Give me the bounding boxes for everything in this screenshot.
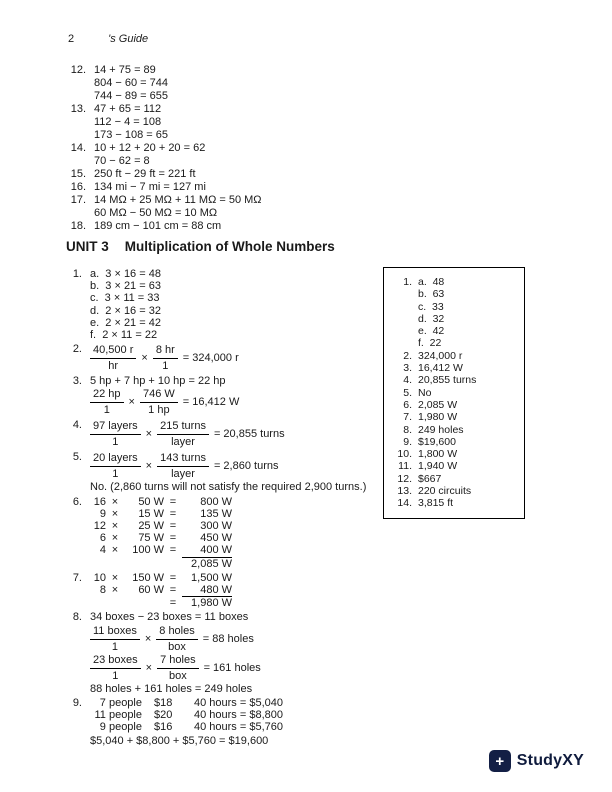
equals-sign: = bbox=[169, 532, 177, 545]
answer-number: 9. bbox=[403, 435, 412, 448]
answer-number: 5. bbox=[403, 386, 412, 399]
fraction-denominator: 1 bbox=[103, 404, 110, 417]
problem-item bbox=[64, 220, 262, 233]
pay-rate: $18 bbox=[154, 696, 173, 709]
answer-text: 20,855 turns bbox=[418, 374, 477, 387]
item-body bbox=[90, 611, 388, 694]
answer-text: $667 bbox=[418, 472, 442, 485]
unit3-solution-list bbox=[58, 268, 388, 750]
solution-line: d. 2 × 16 = 32 bbox=[90, 304, 161, 317]
answer-number: 4. bbox=[403, 374, 412, 387]
equals-sign: = bbox=[169, 520, 177, 533]
spacer bbox=[124, 558, 164, 570]
answer-text: 1,940 W bbox=[418, 460, 458, 473]
fraction-denominator: 1 hp bbox=[148, 404, 170, 417]
product-underlined: 400 W bbox=[182, 544, 232, 557]
problem-item bbox=[64, 181, 262, 194]
multiplication-column bbox=[90, 572, 388, 610]
solution-line: 34 boxes − 23 boxes = 11 boxes bbox=[90, 611, 249, 624]
multiply-sign: × bbox=[145, 661, 153, 674]
answer-text: No bbox=[418, 386, 432, 399]
fraction-numerator: 7 holes bbox=[157, 654, 198, 669]
multiply-sign: × bbox=[128, 396, 135, 409]
hours-amount: 40 hours = $5,760 bbox=[194, 721, 283, 734]
solution-line: 250 ft − 29 ft = 221 ft bbox=[94, 168, 196, 180]
item-number: 8. bbox=[72, 611, 82, 624]
equals-sign: = bbox=[169, 571, 177, 584]
equation-result: = 16,412 W bbox=[182, 396, 240, 409]
factor: 16 bbox=[93, 495, 106, 508]
fraction bbox=[156, 625, 197, 653]
equation-line bbox=[90, 344, 388, 372]
answer-row bbox=[392, 436, 518, 448]
fraction-denominator: 1 bbox=[112, 436, 119, 449]
item-number: 9. bbox=[72, 696, 82, 709]
answer-text: 249 holes bbox=[418, 423, 464, 436]
fraction bbox=[157, 452, 209, 480]
item-body bbox=[90, 375, 388, 417]
unit2-answer-list bbox=[64, 64, 262, 233]
solution-line: 804 − 60 = 744 bbox=[94, 77, 169, 89]
answer-text: b. 63 bbox=[418, 288, 445, 301]
logo-text-xy: XY bbox=[562, 752, 584, 769]
fraction-denominator: layer bbox=[171, 436, 195, 449]
people-count: 11 people bbox=[94, 709, 142, 722]
product: 450 W bbox=[200, 532, 232, 545]
problem-item bbox=[58, 343, 388, 373]
item-body bbox=[90, 496, 388, 570]
fraction-numerator: 20 layers bbox=[90, 452, 141, 467]
item-number: 6. bbox=[72, 495, 82, 508]
solution-line: c. 3 × 11 = 33 bbox=[90, 292, 160, 305]
item-body bbox=[94, 181, 262, 194]
equation-line bbox=[90, 388, 388, 416]
product: 300 W bbox=[200, 520, 232, 533]
multiply-sign: × bbox=[111, 520, 119, 533]
answer-row bbox=[392, 460, 518, 472]
fraction bbox=[157, 420, 209, 448]
unit-title: Multiplication of Whole Numbers bbox=[124, 239, 335, 254]
equation-line bbox=[90, 654, 388, 682]
unit3-heading bbox=[66, 239, 335, 254]
solution-line: 47 + 65 = 112 bbox=[94, 103, 162, 115]
answer-number: 12. bbox=[397, 472, 412, 485]
item-number: 3. bbox=[72, 375, 82, 388]
solution-line: 70 − 62 = 8 bbox=[94, 155, 150, 167]
people-count: 9 people bbox=[99, 721, 142, 734]
item-body bbox=[90, 419, 388, 449]
answer-text: a. 48 bbox=[418, 276, 445, 288]
equation-line bbox=[90, 625, 388, 653]
equation-result: = 20,855 turns bbox=[213, 428, 285, 441]
item-number: 14. bbox=[70, 142, 86, 154]
answer-text: 2,085 W bbox=[418, 398, 458, 411]
hours-amount: 40 hours = $8,800 bbox=[194, 709, 283, 722]
answer-text: 1,800 W bbox=[418, 448, 458, 461]
multiply-sign: × bbox=[141, 352, 148, 365]
fraction-denominator: hr bbox=[108, 360, 119, 373]
answer-text: c. 33 bbox=[418, 300, 444, 313]
equation-result: = 88 holes bbox=[202, 632, 254, 645]
answer-number: 3. bbox=[403, 362, 412, 375]
item-number: 5. bbox=[72, 451, 82, 464]
problem-item bbox=[58, 572, 388, 610]
product: 800 W bbox=[200, 495, 232, 508]
spacer bbox=[110, 558, 120, 570]
answer-text: $19,600 bbox=[418, 435, 456, 448]
factor: 10 bbox=[93, 571, 106, 584]
item-body bbox=[94, 103, 262, 142]
multiply-sign: × bbox=[145, 460, 153, 473]
answer-number bbox=[392, 313, 412, 325]
item-number: 4. bbox=[72, 419, 82, 432]
spacer bbox=[110, 597, 120, 609]
answer-row bbox=[392, 325, 518, 337]
problem-item bbox=[58, 375, 388, 417]
solution-line: e. 2 × 21 = 42 bbox=[90, 316, 161, 329]
answer-row bbox=[392, 387, 518, 399]
answer-row bbox=[392, 301, 518, 313]
answer-text: d. 32 bbox=[418, 312, 445, 325]
problem-item bbox=[58, 496, 388, 570]
item-number: 1. bbox=[72, 268, 82, 280]
solution-line: 134 mi − 7 mi = 127 mi bbox=[94, 181, 206, 193]
answer-row bbox=[392, 337, 518, 349]
answer-number: 13. bbox=[397, 485, 412, 498]
item-number: 18. bbox=[70, 220, 86, 232]
sum-total-line: $5,040 + $8,800 + $5,760 = $19,600 bbox=[90, 735, 269, 748]
equation-result: = 161 holes bbox=[203, 661, 261, 674]
fraction-denominator: box bbox=[168, 640, 186, 653]
multiply-sign: × bbox=[111, 495, 119, 508]
sum-total: 1,980 W bbox=[191, 597, 232, 610]
answer-row bbox=[392, 448, 518, 460]
fraction bbox=[90, 420, 141, 448]
factor: 100 W bbox=[132, 544, 164, 557]
answer-row bbox=[392, 374, 518, 386]
studyxy-watermark bbox=[489, 750, 584, 772]
item-body bbox=[94, 220, 262, 233]
answer-row bbox=[392, 473, 518, 485]
problem-item bbox=[58, 419, 388, 449]
problem-item bbox=[64, 103, 262, 142]
factor: 15 W bbox=[138, 507, 164, 520]
fraction-numerator: 746 W bbox=[140, 388, 178, 403]
factor: 4 bbox=[99, 544, 106, 557]
factor: 150 W bbox=[132, 571, 164, 584]
spacer bbox=[168, 558, 178, 570]
item-body bbox=[94, 194, 262, 220]
fraction bbox=[90, 625, 140, 653]
item-body bbox=[94, 142, 262, 168]
fraction bbox=[90, 388, 124, 416]
item-number: 12. bbox=[70, 64, 86, 76]
unit-label: UNIT 3 bbox=[66, 239, 109, 254]
fraction bbox=[90, 344, 136, 372]
fraction-denominator: layer bbox=[171, 468, 195, 481]
solution-line: 60 MΩ − 50 MΩ = 10 MΩ bbox=[94, 207, 218, 219]
answer-text: 3,815 ft bbox=[418, 497, 454, 510]
solution-line: 112 − 4 = 108 bbox=[94, 116, 162, 128]
multiply-sign: × bbox=[111, 544, 119, 557]
answer-number: 2. bbox=[403, 349, 412, 362]
fraction-denominator: 1 bbox=[162, 360, 169, 373]
spacer bbox=[90, 558, 106, 570]
fraction bbox=[90, 452, 141, 480]
people-count: 7 people bbox=[99, 696, 142, 709]
multiplication-column bbox=[90, 496, 388, 570]
solution-line: f. 2 × 11 = 22 bbox=[90, 329, 158, 342]
answer-number: 7. bbox=[403, 411, 412, 424]
guide-title: 's Guide bbox=[108, 33, 149, 45]
equation-line bbox=[90, 452, 388, 480]
item-number: 17. bbox=[70, 194, 86, 206]
item-body bbox=[94, 168, 262, 181]
solution-line: 14 + 75 = 89 bbox=[94, 64, 156, 76]
answer-row bbox=[392, 288, 518, 300]
answer-number: 14. bbox=[397, 497, 412, 510]
answer-number: 6. bbox=[403, 398, 412, 411]
fraction-numerator: 23 boxes bbox=[90, 654, 141, 669]
answer-number bbox=[392, 288, 412, 300]
spacer bbox=[124, 597, 164, 609]
problem-item bbox=[58, 697, 388, 748]
pay-rate: $20 bbox=[154, 709, 173, 722]
equation-line bbox=[90, 420, 388, 448]
fraction-denominator: 1 bbox=[112, 669, 119, 682]
equals-sign: = bbox=[169, 507, 177, 520]
solution-line: 5 hp + 7 hp + 10 hp = 22 hp bbox=[90, 375, 226, 388]
item-body bbox=[94, 64, 262, 103]
answer-number bbox=[392, 301, 412, 313]
multiply-sign: × bbox=[144, 632, 152, 645]
fraction-numerator: 40,500 r bbox=[90, 344, 136, 359]
product-underlined: 480 W bbox=[182, 584, 232, 597]
answer-text: 16,412 W bbox=[418, 362, 463, 375]
fraction-denominator: 1 bbox=[112, 468, 119, 481]
factor: 75 W bbox=[138, 532, 164, 545]
answer-number bbox=[392, 337, 412, 349]
answer-text: 324,000 r bbox=[418, 349, 463, 362]
answer-key-box bbox=[383, 267, 525, 519]
item-body bbox=[90, 343, 388, 373]
problem-item bbox=[64, 168, 262, 181]
factor: 50 W bbox=[138, 495, 164, 508]
fraction-numerator: 22 hp bbox=[90, 388, 124, 403]
answer-row bbox=[392, 424, 518, 436]
item-body bbox=[90, 451, 388, 493]
item-number: 13. bbox=[70, 103, 86, 115]
factor: 9 bbox=[99, 507, 106, 520]
equation-result: = 324,000 r bbox=[182, 352, 239, 365]
answer-row bbox=[392, 313, 518, 325]
answer-row bbox=[392, 350, 518, 362]
hours-amount: 40 hours = $5,040 bbox=[194, 696, 283, 709]
item-body bbox=[90, 697, 388, 748]
solution-line: b. 3 × 21 = 63 bbox=[90, 280, 161, 293]
multiply-sign: × bbox=[145, 428, 153, 441]
answer-number bbox=[392, 325, 412, 337]
solution-line: 10 + 12 + 20 + 20 = 62 bbox=[94, 142, 206, 154]
solution-line: 88 holes + 161 holes = 249 holes bbox=[90, 682, 253, 695]
problem-item bbox=[58, 611, 388, 694]
fraction bbox=[157, 654, 198, 682]
answer-row bbox=[392, 399, 518, 411]
answer-number: 1. bbox=[403, 276, 412, 288]
fraction-numerator: 8 holes bbox=[156, 625, 197, 640]
solution-note: No. (2,860 turns will not satisfy the required 2,900 turns.) bbox=[90, 481, 367, 494]
spacer bbox=[90, 597, 106, 609]
answer-row bbox=[392, 362, 518, 374]
answer-row bbox=[392, 485, 518, 497]
multiply-sign: × bbox=[111, 532, 119, 545]
answer-row bbox=[392, 411, 518, 423]
item-number: 16. bbox=[70, 181, 86, 193]
plus-badge-icon: + bbox=[489, 750, 511, 772]
factor: 6 bbox=[99, 532, 106, 545]
fraction bbox=[90, 654, 141, 682]
item-number: 7. bbox=[72, 571, 82, 584]
fraction bbox=[153, 344, 178, 372]
answer-row bbox=[392, 497, 518, 509]
answer-text: 220 circuits bbox=[418, 485, 472, 498]
page-number: 2 bbox=[68, 33, 75, 45]
problem-item bbox=[58, 451, 388, 493]
fraction-denominator: box bbox=[168, 669, 187, 682]
equation-result: = 2,860 turns bbox=[213, 460, 279, 473]
solution-line: 173 − 108 = 65 bbox=[94, 129, 169, 141]
equals-sign: = bbox=[169, 544, 177, 557]
solution-line: a. 3 × 16 = 48 bbox=[90, 268, 161, 280]
multiply-sign: × bbox=[111, 584, 119, 597]
fraction-numerator: 8 hr bbox=[153, 344, 178, 359]
logo-text-study: Study bbox=[516, 752, 563, 769]
item-number: 2. bbox=[72, 343, 82, 356]
answer-number: 10. bbox=[397, 448, 412, 461]
multiply-sign: × bbox=[111, 571, 119, 584]
product: 135 W bbox=[200, 507, 232, 520]
fraction-numerator: 11 boxes bbox=[90, 625, 140, 640]
fraction-numerator: 143 turns bbox=[157, 452, 209, 467]
solution-line: 744 − 89 = 655 bbox=[94, 90, 169, 102]
answer-text: e. 42 bbox=[418, 325, 445, 338]
solution-line: 189 cm − 101 cm = 88 cm bbox=[94, 220, 222, 232]
answer-text: f. 22 bbox=[418, 337, 442, 350]
answer-number: 8. bbox=[403, 423, 412, 436]
fraction bbox=[140, 388, 178, 416]
fraction-numerator: 97 layers bbox=[90, 420, 141, 435]
pay-rate: $16 bbox=[154, 721, 173, 734]
problem-item bbox=[58, 268, 388, 341]
equals-sign: = bbox=[169, 584, 177, 597]
problem-item bbox=[64, 142, 262, 168]
factor: 8 bbox=[99, 584, 106, 597]
page-header bbox=[68, 33, 148, 45]
fraction-denominator: 1 bbox=[111, 640, 118, 653]
payroll-table bbox=[90, 697, 388, 734]
solution-line: 14 MΩ + 25 MΩ + 11 MΩ = 50 MΩ bbox=[94, 194, 262, 206]
equals-sign: = bbox=[169, 495, 177, 508]
multiply-sign: × bbox=[111, 507, 119, 520]
factor: 25 W bbox=[138, 520, 164, 533]
item-number: 15. bbox=[70, 168, 86, 180]
sum-total: 2,085 W bbox=[191, 557, 232, 570]
logo-text bbox=[517, 752, 584, 770]
answer-text: 1,980 W bbox=[418, 411, 458, 424]
factor: 12 bbox=[93, 520, 106, 533]
item-body bbox=[90, 572, 388, 610]
fraction-numerator: 215 turns bbox=[157, 420, 209, 435]
equals-sign: = bbox=[169, 597, 177, 610]
answer-number: 11. bbox=[398, 460, 412, 473]
problem-item bbox=[64, 64, 262, 103]
factor: 60 W bbox=[138, 584, 164, 597]
product: 1,500 W bbox=[191, 571, 232, 584]
item-body bbox=[90, 268, 388, 341]
answer-row bbox=[392, 276, 518, 288]
problem-item bbox=[64, 194, 262, 220]
